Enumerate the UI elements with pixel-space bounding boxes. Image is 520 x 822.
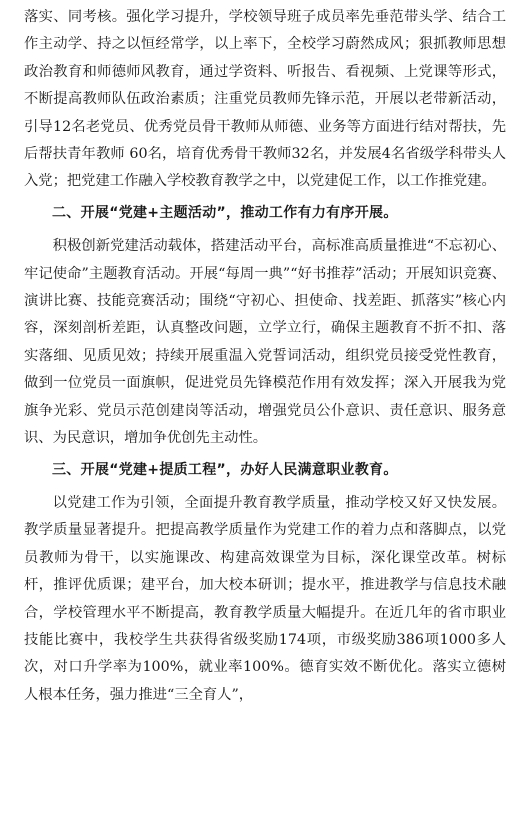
paragraph-2: 积极创新党建活动载体，搭建活动平台，高标准高质量推进“不忘初心、牢记使命”主题教育活动。开展“每周一典”“好书推荐”活动；开展知识竞赛、演讲比赛、技能竞赛活动；围绕“守初心、担使命、找差距、抓落实”核心内容，深刻剖析差距，认真整改问题，立学立行，确保主题教育不折不扣、落实落细、见质见效；持续开展重温入党誓词活动，组织党员接受党性教育，做到一位党员一面旗帜，促进党员先锋模范作用有效发挥；深入开展我为党旗争光彩、党员示范创建岗等活动，增强党员公仆意识、责任意识、服务意识、为民意识，增加争优创先主动性。: [24, 238, 506, 447]
paragraph-1: 落实、同考核。强化学习提升，学校领导班子成员率先垂范带头学、结合工作主动学、持之以恒经常学，以上率下，全校学习蔚然成风；狠抓教师思想政治教育和师德师风教育，通过学资料、听报告、看视频、上党课等形式，不断提高教师队伍政治素质；注重党员教师先锋示范，开展以老带新活动，引导12名老党员、优秀党员骨干教师从师德、业务等方面进行结对帮扶，先后帮扶青年教师 60名，培育优秀骨干教师32名，并发展4名省级学科带头人入党；把党建工作融入学校教育教学之中，以党建促工作，以工作推党建。: [24, 9, 506, 190]
paragraph-3: 以党建工作为引领，全面提升教育教学质量，推动学校又好又快发展。教学质量显著提升。把提高教学质量作为党建工作的着力点和落脚点，以党员教师为骨干，以实施课改、构建高效课堂为目标，深化课堂改革。树标杆，推评优质课；建平台，加大校本研训；提水平，推进教学与信息技术融合，学校管理水平不断提高，教育教学质量大幅提升。在近几年的省市职业技能比赛中，我校学生共获得省级奖励174项，市级奖励386项1000多人次，对口升学率为100%，就业率100%。德育实效不断优化。落实立德树人根本任务，强力推进“三全育人”，: [24, 494, 506, 703]
document-page: [24, 4, 506, 711]
section-heading-2: 二、开展“党建+主题活动”，推动工作有力有序开展。: [52, 204, 398, 221]
section-heading-3: 三、开展“党建+提质工程”，办好人民满意职业教育。: [52, 461, 398, 478]
